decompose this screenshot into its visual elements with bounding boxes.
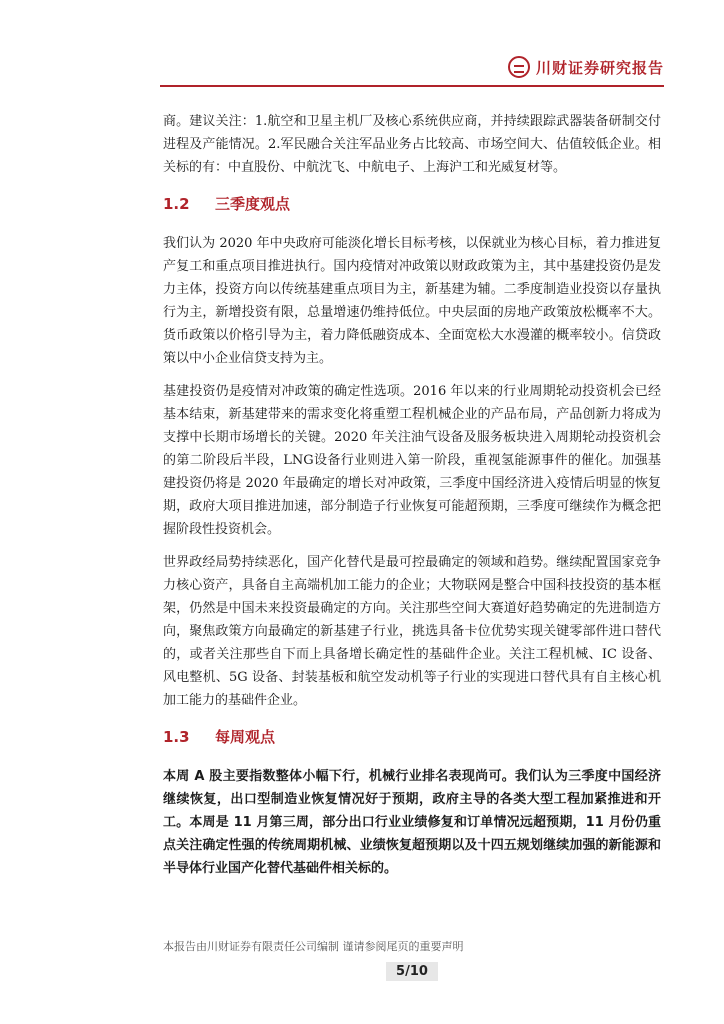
main-content	[163, 110, 661, 890]
brand-name: 川财证券研究报告	[535, 58, 664, 77]
section-number: 1.2	[163, 194, 190, 213]
section-title: 每周观点	[215, 728, 276, 746]
page-number-label: 5/10	[386, 962, 438, 981]
section-title: 三季度观点	[215, 195, 291, 213]
paragraph: 世界政经局势持续恶化，国产化替代是最可控最确定的领域和趋势。继续配置国家竞争力核心资产，具备自主高端机加工能力的企业；大物联网是整合中国科技投资的基本框架，仍然是中国未来投资最确定的方向。关注那些空间大赛道好趋势确定的先进制造方向，聚焦政策方向最确定的新基建子行业，挑选具备卡位优势实现关键零部件进口替代的，或者关注那些自下而上具备增长确定性的基础件企业。关注工程机械、IC 设备、风电整机、5G 设备、封装基板和航空发动机等子行业的实现进口替代具有自主核心机加工能力的基础件企业。	[163, 555, 661, 708]
disclaimer: 本报告由川财证券有限责任公司编制 谨请参阅尾页的重要声明	[163, 940, 464, 953]
paragraph-intro: 商。建议关注：1.航空和卫星主机厂及核心系统供应商，并持续跟踪武器装备研制交付进程及产能情况。2.军民融合关注军品业务占比较高、市场空间大、估值较低企业。相关标的有：中直股份、中航沈飞、中航电子、上海沪工和光威复材等。	[163, 114, 661, 175]
page-number	[163, 960, 661, 981]
logo-icon	[508, 56, 530, 78]
paragraph-weekly-view: 本周 A 股主要指数整体小幅下行，机械行业排名表现尚可。我们认为三季度中国经济继续恢复，出口型制造业恢复情况好于预期，政府主导的各类大型工程加紧推进和开工。本周是 11 月第三周，部分出口行业业绩修复和订单情况远超预期，11 月份仍重点关注确定性强的传统周期机械、业绩恢复超预期以及十四五规划继续加强的新能源和半导体行业国产化替代基础件相关标的。	[163, 769, 661, 876]
section-heading-1-3	[163, 726, 661, 747]
paragraph: 我们认为 2020 年中央政府可能淡化增长目标考核，以保就业为核心目标，着力推进复产复工和重点项目推进执行。国内疫情对冲政策以财政政策为主，其中基建投资仍是发力主体，投资方向以传统基建重点项目为主，新基建为辅。二季度制造业投资以存量执行为主，新增投资有限，总量增速仍维持低位。中央层面的房地产政策放松概率不大。货币政策以价格引导为主，着力降低融资成本、全面宽松大水漫灌的概率较小。信贷政策以中小企业信贷支持为主。	[163, 236, 661, 366]
header-divider	[160, 85, 664, 87]
paragraph: 基建投资仍是疫情对冲政策的确定性选项。2016 年以来的行业周期轮动投资机会已经基本结束，新基建带来的需求变化将重塑工程机械企业的产品布局，产品创新力将成为支撑中长期市场增长的关键。2020 年关注油气设备及服务板块进入周期轮动投资机会的第二阶段后半段，LNG设备行业则进入第一阶段，重视氢能源事件的催化。加强基建投资仍将是 2020 年最确定的增长对冲政策，三季度中国经济进入疫情后明显的恢复期，政府大项目推进加速，部分制造子行业恢复可能超预期，三季度可继续作为概念把握阶段性投资机会。	[163, 384, 661, 537]
page-header	[0, 52, 724, 92]
brand	[508, 56, 664, 78]
page-footer	[163, 938, 661, 981]
section-number: 1.3	[163, 727, 190, 746]
section-heading-1-2	[163, 193, 661, 214]
